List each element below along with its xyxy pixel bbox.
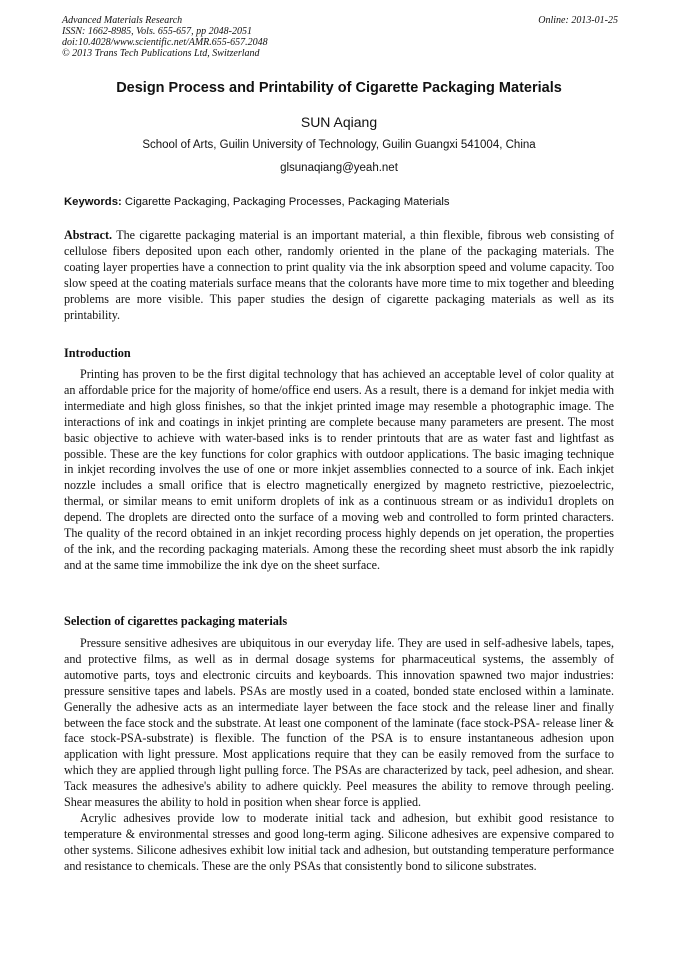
introduction-section bbox=[64, 367, 614, 574]
keywords-text: Cigarette Packaging, Packaging Processes, Packaging Materials bbox=[124, 196, 450, 208]
issn-line: ISSN: 1662-8985, Vols. 655-657, pp 2048-2051 bbox=[62, 26, 252, 37]
paper-title: Design Process and Printability of Cigarette Packaging Materials bbox=[116, 80, 562, 96]
journal-header bbox=[62, 15, 618, 59]
author-email: glsunaqiang@yeah.net bbox=[280, 162, 398, 174]
introduction-paragraph: Printing has proven to be the first digital technology that has achieved an acceptable level of color quality at an affordable price for the majority of home/office end users. As a result, there is a demand for inkjet media with intermediate and high gloss finishes, so that the inkjet printed image may resemble a photographic image. The interactions of ink and coatings in inkjet printing are complete because many parameters are present. The most basic objective to achieve with water-based inks is to render printouts that are as water fast and lightfast as possible. These are the key functions for color graphics with outdoor applications. The basic imaging technique in inkjet recording involves the use of one or more inkjet assemblies connected to a source of ink. Each inkjet nozzle includes a small orifice that is electro magnetically energized by magneto restrictive, piezoelectric, thermal, or similar means to emit uniform droplets of ink as a continuous stream or as individu1 droplets on depend. The droplets are directed onto the surface of a moving web and controlled to form printed characters. The quality of the record obtained in an inkjet recording process highly depends on jet operation, the properties of the ink, and the recording packaging materials. Among these the recording sheet must absorb the ink rapidly and at the same time immobilize the ink dye on the sheet surface. bbox=[64, 367, 614, 572]
selection-section bbox=[64, 636, 614, 875]
journal-name: Advanced Materials Research bbox=[62, 15, 183, 26]
affiliation: School of Arts, Guilin University of Technology, Guilin Guangxi 541004, China bbox=[142, 139, 536, 151]
author-name: SUN Aqiang bbox=[300, 114, 378, 130]
abstract bbox=[64, 228, 614, 323]
online-date: Online: 2013-01-25 bbox=[538, 15, 618, 26]
selection-paragraph-1: Pressure sensitive adhesives are ubiquitous in our everyday life. They are used in self-adhesive labels, tapes, and protective films, as well as in dermal dosage systems for pharmaceutical systems, the assembly of automotive parts, toys and electronic circuits and keyboards. This innovation spawned two major industries: pressure sensitive tapes and labels. PSAs are mostly used in a coated, bonded state enclosed within a laminate. Generally the adhesive acts as an intermediate layer between the face stock and the release liner and finally between the face stock and the substrate. At least one component of the laminate (face stock-PSA- release liner & face stock-PSA-substrate) is flexible. The function of the PSA is to ensure instantaneous adhesion upon application with light pressure. Most applications require that they can be easily removed from the surface to which they are applied through light pulling force. The PSAs are characterized by tack, peel adhesion, and shear. Tack measures the adhesive's ability to adhere quickly. Peel measures the ability to remove through peeling. Shear measures the ability to hold in position when shear force is applied. bbox=[64, 636, 614, 810]
keywords-label: Keywords: bbox=[64, 196, 122, 208]
selection-heading: Selection of cigarettes packaging materials bbox=[64, 614, 288, 628]
abstract-label: Abstract. bbox=[64, 228, 113, 242]
doi-line: doi:10.4028/www.scientific.net/AMR.655-657.2048 bbox=[62, 37, 268, 48]
introduction-heading: Introduction bbox=[64, 346, 131, 360]
keywords bbox=[64, 196, 614, 208]
selection-paragraph-2: Acrylic adhesives provide low to moderate initial tack and adhesion, but exhibit good resistance to temperature & environmental stresses and good long-term aging. Silicone adhesives are expensive compared to other systems. Silicone adhesives exhibit low initial tack and adhesion, but outstanding temperature performance and resistance to chemicals. These are the only PSAs that consistently bond to silicone substrates. bbox=[64, 810, 614, 873]
abstract-text: The cigarette packaging material is an important material, a thin flexible, fibrous web consisting of cellulose fibers deposited upon each other, randomly oriented in the plane of the packaging materials. The coating layer properties have a connection to print quality via the ink absorption speed and volume capacity. Too slow speed at the coating materials surface means that the colorants have more time to mix together and bleeding problems are more visible. This paper studies the design of cigarette packaging materials as well as its printability. bbox=[64, 228, 614, 322]
copyright-line: © 2013 Trans Tech Publications Ltd, Switzerland bbox=[62, 48, 260, 59]
